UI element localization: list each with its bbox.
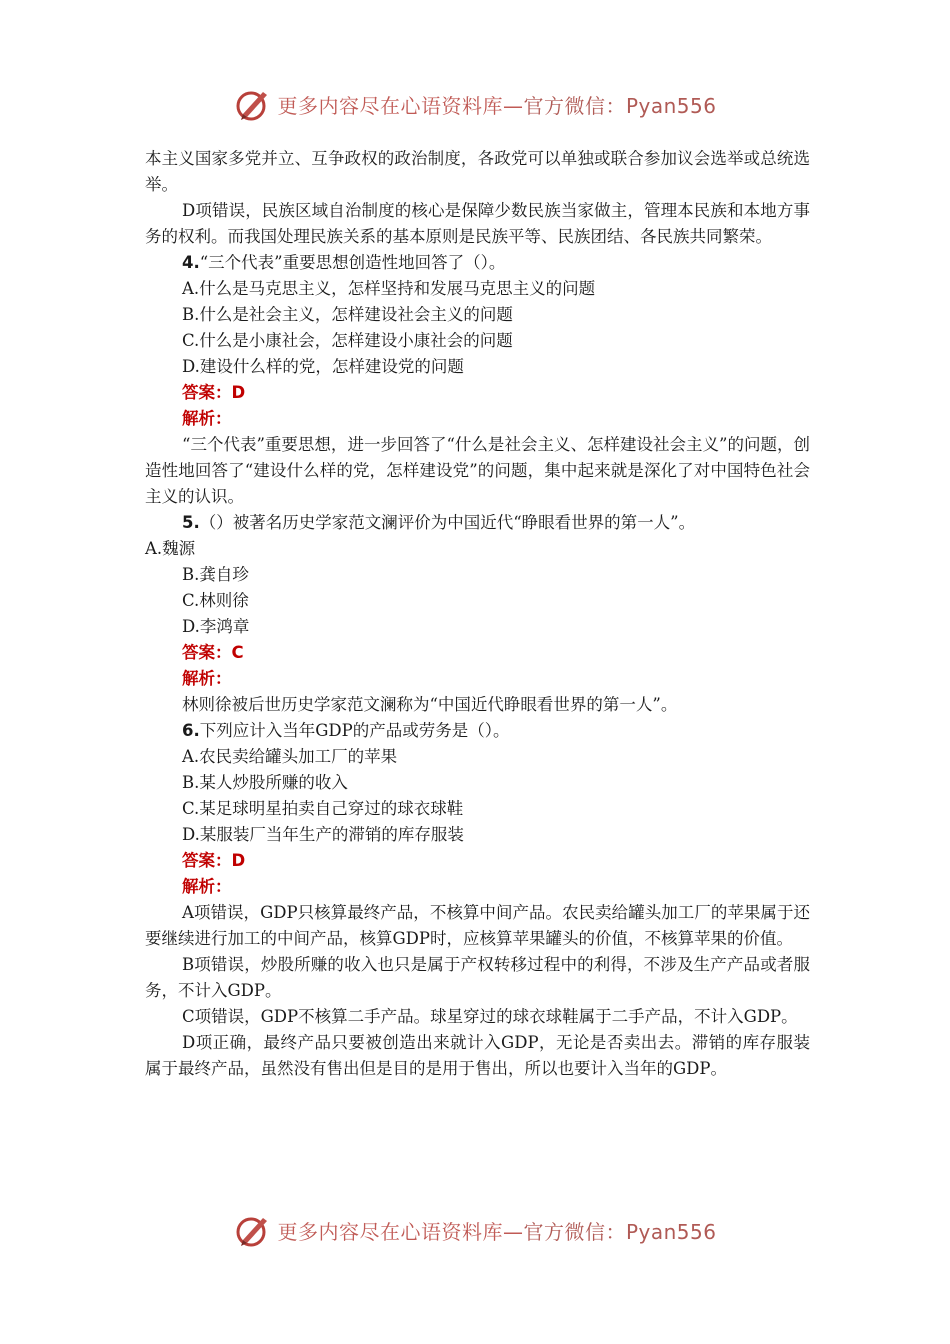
question-5-option-d: D.李鸿章 bbox=[182, 617, 250, 636]
question-5-analysis-label: 解析： bbox=[182, 669, 232, 688]
question-4-stem: 4.“三个代表”重要思想创造性地回答了（）。 bbox=[182, 253, 506, 272]
question-5-option-b: B.龚自珍 bbox=[182, 565, 249, 584]
question-6-analysis-label: 解析： bbox=[182, 877, 232, 896]
question-6-analysis-b: B项错误，炒股所赚的收入也只是属于产权转移过程中的利得，不涉及生产产品或者服务，不计入GDP。 bbox=[145, 955, 810, 1000]
banner-text: 更多内容尽在心语资料库—官方微信：Pyan556 bbox=[277, 1219, 717, 1244]
pen-logo-icon bbox=[233, 1210, 273, 1250]
question-6-analysis-c: C项错误，GDP不核算二手产品。球星穿过的球衣球鞋属于二手产品，不计入GDP。 bbox=[182, 1007, 798, 1026]
question-5-stem: 5.（）被著名历史学家范文澜评价为中国近代“睁眼看世界的第一人”。 bbox=[182, 513, 696, 532]
question-4-option-d: D.建设什么样的党，怎样建设党的问题 bbox=[182, 357, 464, 376]
header-banner bbox=[0, 82, 950, 126]
question-6-option-b: B.某人炒股所赚的收入 bbox=[182, 773, 348, 792]
question-4-answer: 答案：D bbox=[182, 383, 246, 402]
question-5-analysis: 林则徐被后世历史学家范文澜称为“中国近代睁眼看世界的第一人”。 bbox=[182, 695, 678, 714]
question-6-analysis-a: A项错误，GDP只核算最终产品，不核算中间产品。农民卖给罐头加工厂的苹果属于还要继续进行加工的中间产品，核算GDP时，应核算苹果罐头的价值，不核算苹果的价值。 bbox=[145, 903, 810, 948]
question-4-option-a: A.什么是马克思主义，怎样坚持和发展马克思主义的问题 bbox=[182, 279, 596, 298]
question-4-option-b: B.什么是社会主义，怎样建设社会主义的问题 bbox=[182, 305, 513, 324]
intro-paragraph-2: D项错误，民族区域自治制度的核心是保障少数民族当家做主，管理本民族和本地方事务的权利。而我国处理民族关系的基本原则是民族平等、民族团结、各民族共同繁荣。 bbox=[145, 201, 810, 246]
question-4-option-c: C.什么是小康社会，怎样建设小康社会的问题 bbox=[182, 331, 513, 350]
document-body bbox=[145, 146, 810, 1082]
intro-paragraph-1: 本主义国家多党并立、互争政权的政治制度，各政党可以单独或联合参加议会选举或总统选举。 bbox=[145, 149, 810, 194]
question-6-option-c: C.某足球明星拍卖自己穿过的球衣球鞋 bbox=[182, 799, 464, 818]
question-4-analysis: “三个代表”重要思想，进一步回答了“什么是社会主义、怎样建设社会主义”的问题，创造性地回答了“建设什么样的党，怎样建设党”的问题，集中起来就是深化了对中国特色社会主义的认识。 bbox=[145, 435, 810, 506]
question-6-stem: 6.下列应计入当年GDP的产品或劳务是（）。 bbox=[182, 721, 510, 740]
pen-logo-icon bbox=[233, 84, 273, 124]
question-6-option-d: D.某服装厂当年生产的滞销的库存服装 bbox=[182, 825, 464, 844]
question-6-option-a: A.农民卖给罐头加工厂的苹果 bbox=[182, 747, 398, 766]
footer-banner bbox=[0, 1208, 950, 1252]
question-4-analysis-label: 解析： bbox=[182, 409, 232, 428]
question-5-answer: 答案：C bbox=[182, 643, 244, 662]
banner-text: 更多内容尽在心语资料库—官方微信：Pyan556 bbox=[277, 93, 717, 118]
question-6-answer: 答案：D bbox=[182, 851, 246, 870]
question-5-option-a: A.魏源 bbox=[145, 539, 196, 558]
question-5-option-c: C.林则徐 bbox=[182, 591, 249, 610]
question-6-analysis-d: D项正确，最终产品只要被创造出来就计入GDP，无论是否卖出去。滞销的库存服装属于最终产品，虽然没有售出但是目的是用于售出，所以也要计入当年的GDP。 bbox=[145, 1033, 810, 1078]
